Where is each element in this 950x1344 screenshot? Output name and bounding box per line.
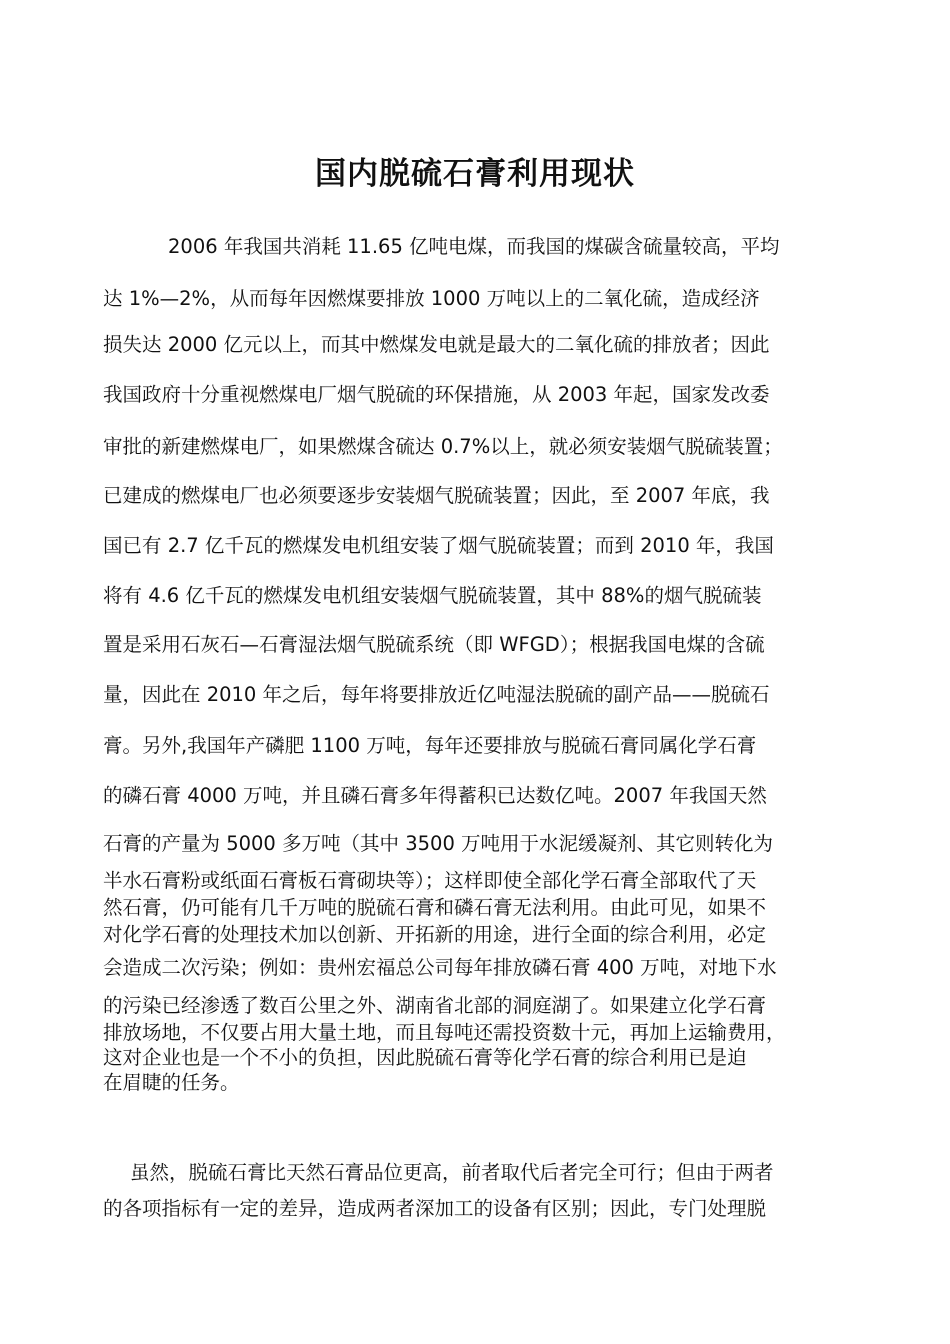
paragraph-line: 排放场地，不仅要占用大量土地，而且每吨还需投资数十元，再加上运输费用，	[103, 1021, 786, 1044]
paragraph-line: 会造成二次污染；例如：贵州宏福总公司每年排放磷石膏 400 万吨，对地下水	[103, 956, 777, 979]
paragraph-line: 在眉睫的任务。	[103, 1071, 240, 1094]
paragraph-line: 达 1%—2%，从而每年因燃煤要排放 1000 万吨以上的二氧化硫，造成经济	[103, 287, 760, 310]
paragraph-line: 半水石膏粉或纸面石膏板石膏砌块等）；这样即使全部化学石膏全部取代了天	[103, 869, 757, 892]
paragraph-line: 我国政府十分重视燃煤电厂烟气脱硫的环保措施，从 2003 年起，国家发改委	[103, 383, 770, 406]
paragraph-line: 的各项指标有一定的差异，造成两者深加工的设备有区别；因此，专门处理脱	[103, 1197, 767, 1220]
paragraph-line: 的磷石膏 4000 万吨，并且磷石膏多年得蓄积已达数亿吨。2007 年我国天然	[103, 784, 767, 807]
paragraph-line: 审批的新建燃煤电厂，如果燃煤含硫达 0.7%以上，就必须安装烟气脱硫装置；	[103, 435, 783, 458]
paragraph-line: 这对企业也是一个不小的负担，因此脱硫石膏等化学石膏的综合利用已是迫	[103, 1046, 747, 1069]
paragraph-line: 石膏的产量为 5000 多万吨（其中 3500 万吨用于水泥缓凝剂、其它则转化为	[103, 832, 774, 855]
paragraph-line: 对化学石膏的处理技术加以创新、开拓新的用途，进行全面的综合利用，必定	[103, 923, 767, 946]
paragraph-line: 置是采用石灰石—石膏湿法烟气脱硫系统（即 WFGD）；根据我国电煤的含硫	[103, 633, 765, 656]
paragraph-line: 损失达 2000 亿元以上，而其中燃煤发电就是最大的二氧化硫的排放者；因此	[103, 333, 770, 356]
paragraph-line: 的污染已经渗透了数百公里之外、湖南省北部的洞庭湖了。如果建立化学石膏	[103, 994, 767, 1017]
paragraph-line: 2006 年我国共消耗 11.65 亿吨电煤，而我国的煤碳含硫量较高，平均	[168, 235, 780, 258]
paragraph-line: 然石膏，仍可能有几千万吨的脱硫石膏和磷石膏无法利用。由此可见，如果不	[103, 896, 767, 919]
paragraph-line: 国已有 2.7 亿千瓦的燃煤发电机组安装了烟气脱硫装置；而到 2010 年，我国	[103, 534, 774, 557]
paragraph-line: 已建成的燃煤电厂也必须要逐步安装烟气脱硫装置；因此，至 2007 年底，我	[103, 484, 770, 507]
paragraph-line: 量，因此在 2010 年之后，每年将要排放近亿吨湿法脱硫的副产品——脱硫石	[103, 683, 770, 706]
paragraph-line: 虽然，脱硫石膏比天然石膏品位更高，前者取代后者完全可行；但由于两者	[130, 1161, 774, 1184]
paragraph-line: 膏。另外,我国年产磷肥 1100 万吨，每年还要排放与脱硫石膏同属化学石膏	[103, 734, 757, 757]
document-title: 国内脱硫石膏利用现状	[315, 156, 635, 192]
paragraph-line: 将有 4.6 亿千瓦的燃煤发电机组安装烟气脱硫装置，其中 88%的烟气脱硫装	[103, 584, 762, 607]
